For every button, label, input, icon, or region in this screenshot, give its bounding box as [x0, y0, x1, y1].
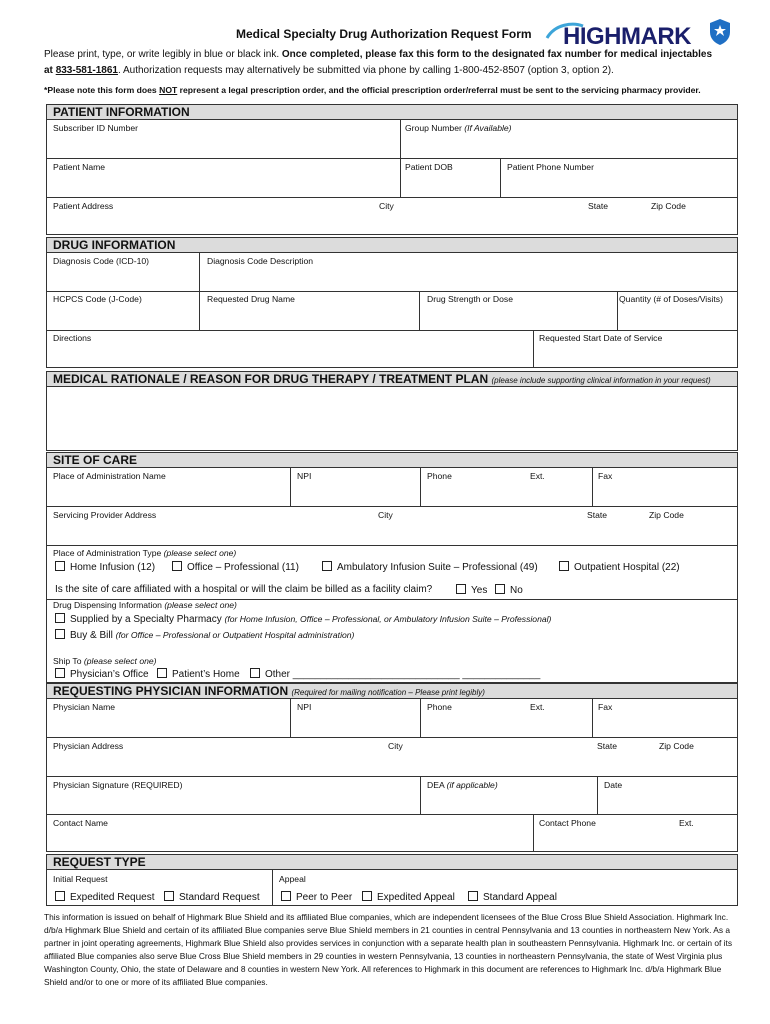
- group-number-field[interactable]: Group Number (If Available): [405, 123, 512, 133]
- signature-date-field[interactable]: Date: [604, 780, 623, 790]
- footer-disclaimer: This information is issued on behalf of Highmark Blue Shield and its affiliated Blue companies, which are independent licensees of the Blue Cross Blue Shield Association. Highmark Inc. d/b/a Highmark Blue Shield and certain of its affiliated Blue companies serve Blue Shield members in 21 counties in central Pennsylvania and 13 counties in northeastern New York. As a partner in joint operating agreements, Highmark Blue Shield also provides services in conjunction with a separate health plan in southeastern Pennsylvania. Highmark Inc. or certain of its affiliated Blue companies also serve Blue Cross Blue Shield members in 29 counties in western Pennsylvania, 13 counties in northeastern Pennsylvania, the state of West Virginia plus Washington County, Ohio, the state of Delaware and 8 counties in western New York. All references to Highmark in this document are references to Highmark Inc. d/b/a Highmark Blue Shield and/or to one or more of its affiliated Blue companies.: [44, 912, 733, 987]
- physician-fax-field[interactable]: Fax: [598, 702, 613, 712]
- ship-physician-office-checkbox[interactable]: Physician’s Office: [55, 668, 149, 681]
- servicing-address-field[interactable]: Servicing Provider Address: [53, 510, 157, 520]
- patient-name-field[interactable]: Patient Name: [53, 162, 106, 172]
- blue-shield-icon: [709, 18, 731, 46]
- peer-to-peer-checkbox[interactable]: Peer to Peer: [281, 891, 352, 904]
- physician-name-field[interactable]: Physician Name: [53, 702, 116, 712]
- drug-section-header: DRUG INFORMATION: [46, 237, 738, 253]
- drug-strength-field[interactable]: Drug Strength or Dose: [427, 294, 513, 304]
- site-section-header: SITE OF CARE: [46, 452, 738, 468]
- contact-ext-field[interactable]: Ext.: [679, 818, 694, 828]
- site-phone-field[interactable]: Phone: [427, 471, 452, 481]
- patient-section-header: PATIENT INFORMATION: [46, 104, 738, 120]
- expedited-appeal-checkbox[interactable]: Expedited Appeal: [362, 891, 455, 904]
- form-header: [0, 14, 770, 50]
- ship-other-checkbox[interactable]: Other ______________________________ ______________: [250, 668, 540, 681]
- physician-section-header: REQUESTING PHYSICIAN INFORMATION (Required for mailing notification – Please print legibly): [46, 683, 738, 699]
- patient-address-field[interactable]: Patient Address: [53, 201, 114, 211]
- initial-request-label: Initial Request: [53, 874, 108, 884]
- site-zip-field[interactable]: Zip Code: [649, 510, 684, 520]
- ship-patient-home-checkbox[interactable]: Patient’s Home: [157, 668, 240, 681]
- outpatient-hospital-checkbox[interactable]: Outpatient Hospital (22): [559, 561, 680, 574]
- standard-request-checkbox[interactable]: Standard Request: [164, 891, 260, 904]
- subscriber-id-field[interactable]: Subscriber ID Number: [53, 123, 139, 133]
- patient-phone-field[interactable]: Patient Phone Number: [507, 162, 594, 172]
- ship-to-label: Ship To (please select one): [53, 656, 157, 666]
- intro-text: Please print, type, or write legibly in blue or black ink. Once completed, please fax this form to the designated fax number for medical injectables at 833-581-1861. Authorization requests may alternatively be submitted via phone by calling 1-800-452-8507 (option 3, option 2).: [44, 49, 713, 76]
- dea-field[interactable]: DEA (if applicable): [427, 780, 498, 790]
- rationale-textarea[interactable]: [46, 386, 738, 451]
- contact-phone-field[interactable]: Contact Phone: [539, 818, 596, 828]
- request-section-header: REQUEST TYPE: [46, 854, 738, 870]
- patient-state-field[interactable]: State: [588, 201, 609, 211]
- physician-address-field[interactable]: Physician Address: [53, 741, 124, 751]
- ambulatory-infusion-checkbox[interactable]: Ambulatory Infusion Suite – Professional (49): [322, 561, 538, 574]
- directions-field[interactable]: Directions: [53, 333, 92, 343]
- physician-phone-field[interactable]: Phone: [427, 702, 452, 712]
- physician-zip-field[interactable]: Zip Code: [659, 741, 694, 751]
- rationale-section-header: MEDICAL RATIONALE / REASON FOR DRUG THERAPY / TREATMENT PLAN (please include supporting clinical information in your request): [46, 371, 738, 387]
- site-city-field[interactable]: City: [378, 510, 393, 520]
- patient-dob-field[interactable]: Patient DOB: [405, 162, 453, 172]
- physician-state-field[interactable]: State: [597, 741, 618, 751]
- place-name-field[interactable]: Place of Administration Name: [53, 471, 166, 481]
- home-infusion-checkbox[interactable]: Home Infusion (12): [55, 561, 155, 574]
- site-ext-field[interactable]: Ext.: [530, 471, 545, 481]
- physician-info-box: [46, 698, 738, 852]
- site-npi-field[interactable]: NPI: [297, 471, 312, 481]
- patient-zip-field[interactable]: Zip Code: [651, 201, 686, 211]
- site-state-field[interactable]: State: [587, 510, 608, 520]
- affiliated-no-checkbox[interactable]: No: [495, 584, 523, 597]
- physician-city-field[interactable]: City: [388, 741, 403, 751]
- site-fax-field[interactable]: Fax: [598, 471, 613, 481]
- affiliated-question: Is the site of care affiliated with a hospital or will the claim be billed as a facility claim?: [55, 584, 433, 595]
- office-professional-checkbox[interactable]: Office – Professional (11): [172, 561, 299, 574]
- drug-info-box: [46, 252, 738, 368]
- dispensing-label: Drug Dispensing Information (please select one): [53, 600, 237, 610]
- physician-npi-field[interactable]: NPI: [297, 702, 312, 712]
- expedited-request-checkbox[interactable]: Expedited Request: [55, 891, 155, 904]
- affiliated-yes-checkbox[interactable]: Yes: [456, 584, 487, 597]
- request-type-box: [46, 869, 738, 906]
- ship-other-line: ______________________________ ______________: [292, 669, 541, 680]
- patient-city-field[interactable]: City: [379, 201, 394, 211]
- site-of-care-box: [46, 467, 738, 683]
- contact-name-field[interactable]: Contact Name: [53, 818, 108, 828]
- legal-note: *Please note this form does NOT represent a legal prescription order, and the official prescription order/referral must be sent to the servicing pharmacy provider.: [44, 85, 701, 95]
- hcpcs-code-field[interactable]: HCPCS Code (J-Code): [53, 294, 142, 304]
- buy-and-bill-checkbox[interactable]: Buy & Bill (for Office – Professional or Outpatient Hospital administration): [55, 629, 354, 642]
- logo-wordmark: HIGHMARK: [563, 23, 691, 50]
- physician-signature-field[interactable]: Physician Signature (REQUIRED): [53, 780, 183, 790]
- place-type-label: Place of Administration Type (please select one): [53, 548, 237, 558]
- quantity-field[interactable]: Quantity (# of Doses/Visits): [619, 294, 723, 304]
- standard-appeal-checkbox[interactable]: Standard Appeal: [468, 891, 557, 904]
- patient-info-box: [46, 119, 738, 235]
- diagnosis-code-field[interactable]: Diagnosis Code (ICD-10): [53, 256, 149, 266]
- appeal-label: Appeal: [279, 874, 306, 884]
- requested-drug-field[interactable]: Requested Drug Name: [207, 294, 295, 304]
- specialty-pharmacy-checkbox[interactable]: Supplied by a Specialty Pharmacy (for Home Infusion, Office – Professional, or Ambulatory Infusion Suite – Professional): [55, 613, 551, 626]
- physician-ext-field[interactable]: Ext.: [530, 702, 545, 712]
- diagnosis-description-field[interactable]: Diagnosis Code Description: [207, 256, 314, 266]
- fax-number: 833-581-1861: [55, 65, 118, 76]
- form-title: Medical Specialty Drug Authorization Request Form: [236, 27, 532, 41]
- start-date-field[interactable]: Requested Start Date of Service: [539, 333, 663, 343]
